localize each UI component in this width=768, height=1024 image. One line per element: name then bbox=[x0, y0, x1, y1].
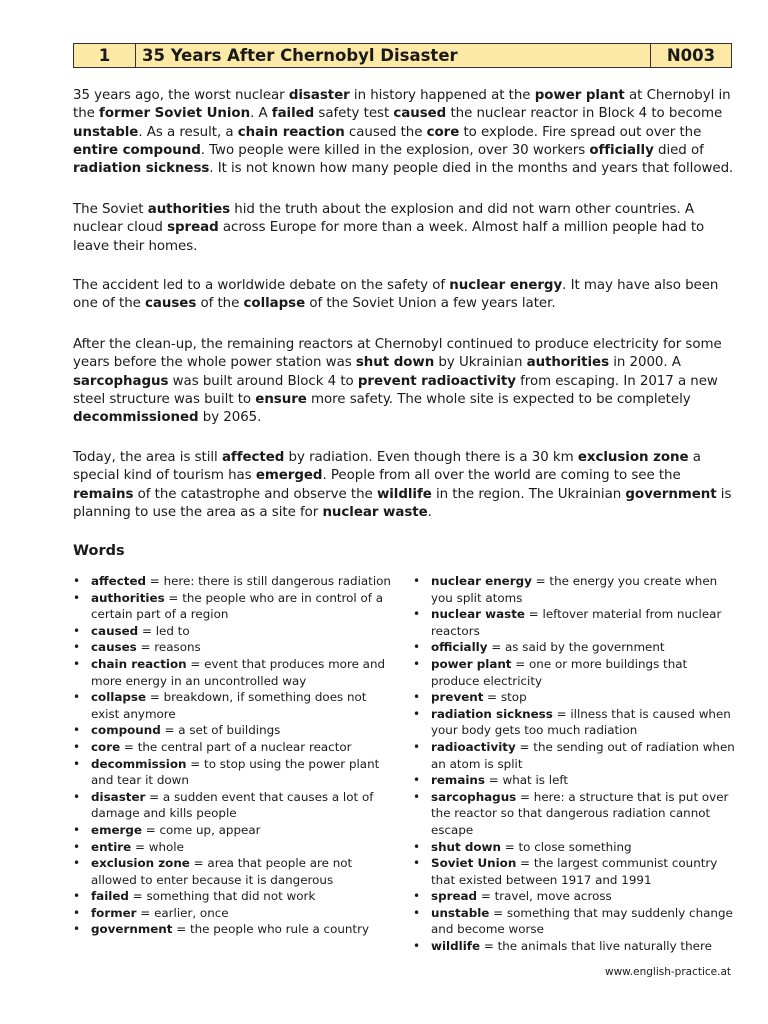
glossary-term: chain reaction bbox=[91, 656, 187, 671]
glossary-item bbox=[413, 888, 738, 905]
glossary-definition: one or more buildings that produce electricity bbox=[431, 656, 688, 688]
glossary-definition: the sending out of radiation when an atom is split bbox=[431, 739, 735, 771]
glossary-term: officially bbox=[431, 640, 488, 655]
paragraph-text: . Two people were killed in the explosion, over 30 workers bbox=[200, 142, 590, 158]
glossary-term: government bbox=[91, 922, 173, 937]
article-paragraph bbox=[73, 201, 738, 256]
paragraph-text: . People from all over the world are coming to see the bbox=[322, 468, 681, 484]
glossary-item bbox=[73, 623, 398, 640]
glossary-definition: leftover material from nuclear reactors bbox=[431, 607, 722, 638]
equals-sign: = bbox=[138, 623, 156, 638]
vocabulary-term: entire compound bbox=[73, 142, 201, 158]
equals-sign: = bbox=[141, 822, 160, 837]
glossary-item bbox=[73, 789, 398, 822]
glossary-definition: here: there is still dangerous radiation bbox=[163, 574, 391, 588]
glossary-term: Soviet Union bbox=[431, 856, 517, 871]
vocabulary-term: sarcophagus bbox=[73, 373, 169, 389]
glossary-item bbox=[413, 855, 738, 888]
paragraph-text: of the Soviet Union a few years later. bbox=[305, 296, 556, 312]
glossary-definition: a set of buildings bbox=[178, 723, 281, 738]
glossary-item bbox=[73, 639, 398, 656]
glossary-item bbox=[73, 756, 398, 789]
glossary-term: collapse bbox=[91, 690, 147, 705]
glossary-term: sarcophagus bbox=[431, 789, 517, 804]
glossary-term: shut down bbox=[431, 839, 501, 854]
paragraph-text: by 2065. bbox=[198, 410, 262, 426]
equals-sign: = bbox=[524, 607, 543, 622]
glossary-term: wildlife bbox=[431, 939, 481, 954]
paragraph-text: of the bbox=[196, 296, 244, 312]
equals-sign: = bbox=[477, 889, 495, 904]
vocabulary-term: core bbox=[426, 124, 460, 140]
paragraph-text: by Ukrainian bbox=[434, 355, 527, 371]
glossary-item bbox=[413, 706, 738, 739]
glossary-item bbox=[73, 822, 398, 839]
equals-sign: = bbox=[480, 939, 498, 954]
glossary-item bbox=[413, 573, 738, 606]
article-paragraph bbox=[73, 449, 738, 522]
glossary-item bbox=[413, 606, 738, 639]
vocabulary-term: former Soviet Union bbox=[99, 106, 251, 122]
paragraph-text: is planning to use the area as a site for bbox=[73, 486, 732, 520]
glossary-term: emerge bbox=[91, 822, 142, 837]
equals-sign: = bbox=[483, 690, 501, 705]
glossary-item bbox=[73, 739, 398, 756]
glossary-term: radiation sickness bbox=[431, 706, 553, 721]
paragraph-text: died of bbox=[653, 142, 704, 158]
glossary-item bbox=[73, 722, 398, 739]
glossary-item bbox=[73, 905, 398, 922]
paragraph-text: from escaping. In 2017 a new steel structure was built to bbox=[73, 373, 718, 407]
vocabulary-term: nuclear energy bbox=[449, 278, 563, 293]
paragraph-text: by radiation. Even though there is a 30 km bbox=[284, 450, 578, 465]
vocabulary-term: shut down bbox=[355, 355, 435, 371]
equals-sign: = bbox=[172, 922, 190, 937]
glossary-item bbox=[73, 855, 398, 888]
glossary-term: disaster bbox=[91, 789, 146, 804]
paragraph-text: was built around Block 4 to bbox=[168, 373, 358, 389]
vocabulary-term: officially bbox=[589, 142, 654, 158]
glossary-term: authorities bbox=[91, 590, 165, 605]
glossary-item bbox=[413, 639, 738, 656]
glossary-item bbox=[413, 839, 738, 856]
paragraph-text: across Europe for more than a week. Almost half a million people had to leave their homes. bbox=[73, 220, 705, 254]
glossary-term: compound bbox=[91, 723, 161, 738]
glossary-term: caused bbox=[91, 623, 139, 638]
vocabulary-term: affected bbox=[221, 450, 285, 465]
glossary-term: causes bbox=[91, 640, 137, 655]
vocabulary-term: power plant bbox=[534, 88, 625, 103]
equals-sign: = bbox=[515, 739, 534, 754]
equals-sign: = bbox=[136, 905, 155, 920]
paragraph-text: . As a result, a bbox=[138, 124, 238, 140]
glossary-definition: as said by the government bbox=[505, 640, 665, 655]
glossary-definition: a sudden event that causes a lot of damage and kills people bbox=[91, 789, 374, 821]
glossary-item bbox=[73, 656, 398, 689]
equals-sign: = bbox=[516, 789, 534, 804]
equals-sign: = bbox=[160, 723, 179, 738]
article-paragraph bbox=[73, 336, 738, 427]
vocabulary-term: decommissioned bbox=[73, 410, 199, 426]
glossary-definition: come up, appear bbox=[159, 822, 261, 837]
worksheet-header bbox=[73, 43, 732, 68]
paragraph-text: . It is not known how many people died in the months and years that followed. bbox=[209, 161, 734, 177]
vocabulary-term: authorities bbox=[526, 355, 609, 371]
vocabulary-term: unstable bbox=[73, 124, 139, 140]
paragraph-text: more safety. The whole site is expected to be completely bbox=[306, 391, 691, 407]
glossary-definition: something that did not work bbox=[146, 889, 316, 904]
glossary-definition: area that people are not allowed to enter because it is dangerous bbox=[91, 856, 353, 887]
paragraph-text: hid the truth about the explosion and did not warn other countries. A nuclear cloud bbox=[73, 202, 694, 236]
glossary-definition: the people who rule a country bbox=[189, 922, 370, 937]
equals-sign: = bbox=[136, 640, 155, 655]
glossary-term: decommission bbox=[91, 756, 187, 771]
paragraph-text: Today, the area is still bbox=[73, 450, 222, 465]
glossary-term: unstable bbox=[431, 905, 490, 920]
glossary-term: prevent bbox=[431, 690, 484, 705]
glossary-definition: illness that is caused when your body gets too much radiation bbox=[431, 706, 731, 738]
vocabulary-term: chain reaction bbox=[237, 124, 345, 140]
glossary-term: exclusion zone bbox=[91, 856, 190, 871]
glossary-term: power plant bbox=[431, 656, 512, 671]
vocabulary-term: nuclear waste bbox=[322, 504, 428, 520]
glossary-column-left bbox=[73, 573, 398, 938]
glossary-term: remains bbox=[431, 773, 485, 788]
paragraph-text: caused the bbox=[344, 124, 427, 140]
glossary-definition: the largest communist country that existed between 1917 and 1991 bbox=[431, 856, 718, 887]
vocabulary-term: radiation sickness bbox=[73, 161, 210, 177]
vocabulary-term: prevent radioactivity bbox=[357, 373, 516, 389]
equals-sign: = bbox=[186, 756, 205, 771]
vocabulary-term: emerged bbox=[255, 468, 323, 484]
glossary-column-right bbox=[413, 573, 738, 955]
equals-sign: = bbox=[487, 640, 506, 655]
glossary-definition: led to bbox=[155, 623, 190, 638]
glossary-item bbox=[73, 839, 398, 856]
glossary-definition: something that may suddenly change and become worse bbox=[431, 905, 733, 937]
paragraph-text: . bbox=[427, 504, 432, 520]
equals-sign: = bbox=[128, 889, 147, 904]
glossary-term: core bbox=[91, 739, 121, 754]
equals-sign: = bbox=[146, 690, 164, 705]
glossary-definition: here: a structure that is put over the reactor so that dangerous radiation cannot escape bbox=[431, 789, 729, 837]
glossary-term: affected bbox=[91, 574, 147, 588]
paragraph-text: 35 years ago, the worst nuclear bbox=[73, 88, 289, 103]
equals-sign: = bbox=[500, 839, 519, 854]
glossary-definition: reasons bbox=[154, 640, 201, 655]
vocabulary-term: remains bbox=[73, 486, 134, 502]
equals-sign: = bbox=[511, 656, 530, 671]
glossary-definition: stop bbox=[500, 690, 527, 705]
article-paragraph bbox=[73, 277, 738, 314]
glossary-item bbox=[413, 656, 738, 689]
vocabulary-term: caused bbox=[393, 106, 447, 122]
glossary-definition: to stop using the power plant and tear it down bbox=[91, 756, 380, 788]
glossary-definition: event that produces more and more energy in an uncontrolled way bbox=[91, 656, 386, 688]
equals-sign: = bbox=[146, 574, 164, 588]
equals-sign: = bbox=[516, 856, 534, 871]
glossary-item bbox=[413, 789, 738, 839]
worksheet-title: 35 Years After Chernobyl Disaster bbox=[136, 44, 651, 67]
glossary-item bbox=[73, 590, 398, 623]
paragraph-text: The accident led to a worldwide debate on the safety of bbox=[73, 278, 450, 293]
article-paragraph bbox=[73, 87, 738, 178]
vocabulary-term: spread bbox=[167, 220, 219, 236]
glossary-item bbox=[413, 772, 738, 789]
vocabulary-term: government bbox=[625, 486, 717, 502]
vocabulary-term: collapse bbox=[243, 296, 306, 312]
glossary-definition: breakdown, if something does not exist anymore bbox=[91, 690, 367, 721]
glossary-item bbox=[73, 888, 398, 905]
glossary-item bbox=[73, 921, 398, 938]
paragraph-text: in 2000. A bbox=[609, 355, 681, 371]
glossary-item bbox=[73, 573, 398, 590]
equals-sign: = bbox=[531, 574, 550, 588]
glossary-definition: to close something bbox=[518, 839, 632, 854]
glossary-term: entire bbox=[91, 839, 132, 854]
paragraph-text: . It may have also been one of the bbox=[73, 278, 719, 312]
worksheet-code: N003 bbox=[666, 46, 716, 65]
paragraph-text: the nuclear reactor in Block 4 to become bbox=[446, 106, 723, 122]
paragraph-text: The Soviet bbox=[73, 202, 148, 217]
glossary-definition: the energy you create when you split atoms bbox=[431, 574, 718, 605]
glossary-item bbox=[413, 905, 738, 938]
vocabulary-term: causes bbox=[145, 296, 197, 312]
paragraph-text: . A bbox=[250, 106, 272, 122]
glossary-definition: the people who are in control of a certain part of a region bbox=[91, 590, 384, 622]
glossary-item bbox=[413, 739, 738, 772]
glossary-definition: what is left bbox=[502, 773, 569, 788]
glossary-item bbox=[73, 689, 398, 722]
vocabulary-term: exclusion zone bbox=[577, 450, 689, 465]
glossary-definition: whole bbox=[148, 839, 184, 854]
paragraph-text: to explode. Fire spread out over the bbox=[459, 124, 702, 140]
equals-sign: = bbox=[189, 856, 208, 871]
glossary-item bbox=[413, 938, 738, 955]
paragraph-text: safety test bbox=[314, 106, 394, 122]
vocabulary-term: failed bbox=[271, 106, 315, 122]
equals-sign: = bbox=[484, 773, 503, 788]
glossary-term: nuclear waste bbox=[431, 607, 525, 622]
glossary-definition: the animals that live naturally there bbox=[497, 939, 712, 954]
glossary-term: nuclear energy bbox=[431, 574, 532, 588]
equals-sign: = bbox=[145, 789, 163, 804]
paragraph-text: in the region. The Ukrainian bbox=[431, 486, 626, 502]
equals-sign: = bbox=[120, 739, 138, 754]
vocabulary-term: wildlife bbox=[376, 486, 432, 502]
paragraph-text: in history happened at the bbox=[349, 88, 535, 103]
words-heading: Words bbox=[73, 543, 125, 559]
equals-sign: = bbox=[164, 590, 183, 605]
vocabulary-term: ensure bbox=[255, 391, 307, 407]
vocabulary-term: disaster bbox=[288, 88, 350, 103]
footer-url: www.english-practice.at bbox=[604, 966, 731, 978]
glossary-item bbox=[413, 689, 738, 706]
paragraph-text: at Chernobyl in the bbox=[73, 88, 731, 122]
equals-sign: = bbox=[131, 839, 149, 854]
worksheet-number: 1 bbox=[74, 44, 136, 67]
glossary-definition: the central part of a nuclear reactor bbox=[137, 739, 352, 754]
paragraph-text: a special kind of tourism has bbox=[73, 450, 701, 484]
glossary-term: former bbox=[91, 905, 137, 920]
glossary-definition: earlier, once bbox=[154, 905, 229, 920]
glossary-term: failed bbox=[91, 889, 129, 904]
paragraph-text: After the clean-up, the remaining reactors at Chernobyl continued to produce electricity for some years before the whole power station was bbox=[73, 337, 722, 371]
glossary-definition: travel, move across bbox=[494, 889, 612, 904]
vocabulary-term: authorities bbox=[147, 202, 231, 217]
equals-sign: = bbox=[552, 706, 571, 721]
glossary-term: spread bbox=[431, 889, 478, 904]
equals-sign: = bbox=[489, 905, 507, 920]
equals-sign: = bbox=[186, 656, 205, 671]
paragraph-text: of the catastrophe and observe the bbox=[133, 486, 377, 502]
glossary-term: radioactivity bbox=[431, 739, 516, 754]
